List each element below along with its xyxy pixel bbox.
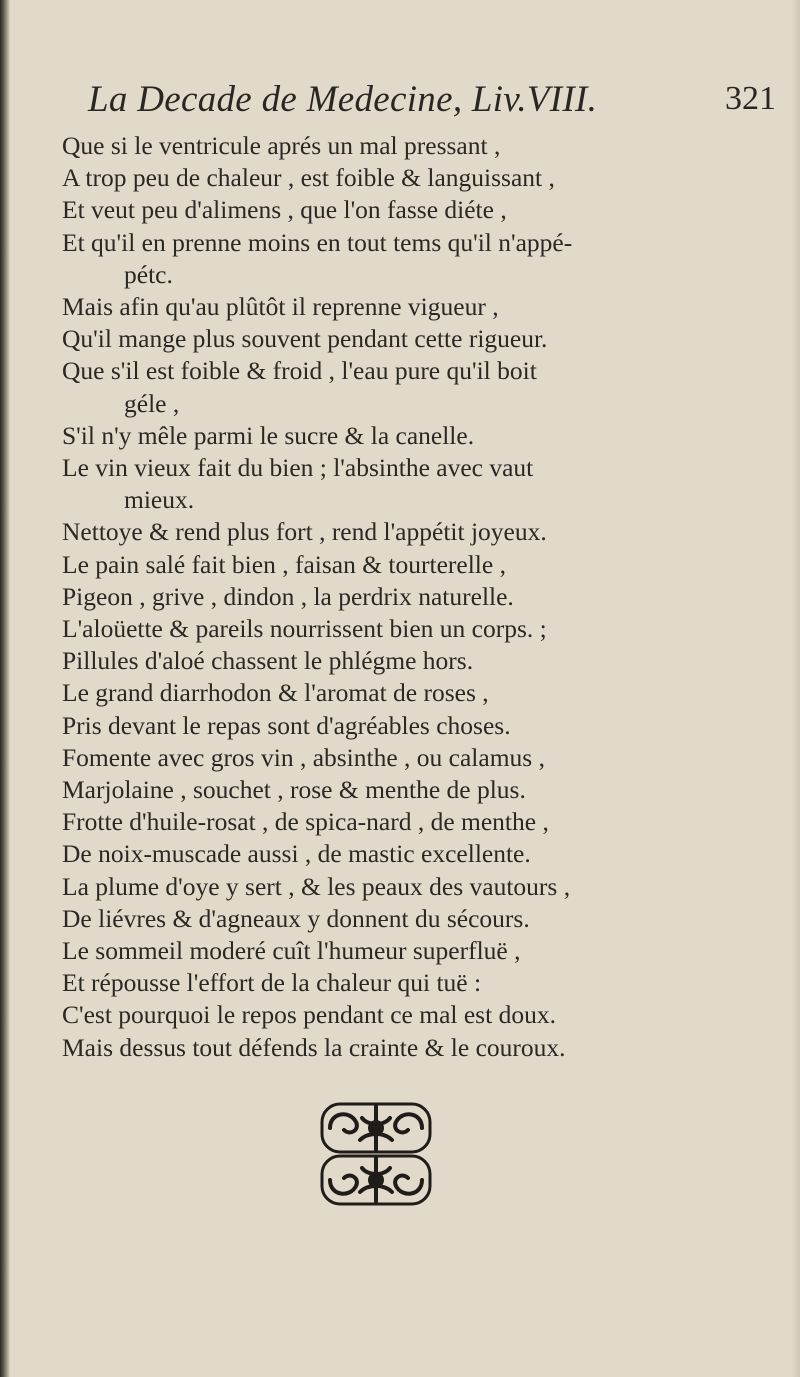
text-line: Le vin vieux fait du bien ; l'absinthe avec vaut: [62, 453, 534, 483]
text-line: C'est pourquoi le repos pendant ce mal est doux.: [62, 1000, 556, 1030]
text-line: Frotte d'huile-rosat , de spica-nard , de menthe ,: [62, 807, 549, 837]
page-header: [88, 72, 788, 128]
text-line: Et répousse l'effort de la chaleur qui tuë :: [62, 968, 482, 998]
text-line: S'il n'y mêle parmi le sucre & la canelle.: [62, 420, 475, 450]
text-line: De noix-muscade aussi , de mastic excellente.: [62, 839, 531, 869]
page-edge: [792, 0, 800, 1377]
text-line: L'aloüette & pareils nourrissent bien un corps. ;: [62, 614, 547, 644]
text-line: Mais afin qu'au plûtôt il reprenne vigueur ,: [62, 292, 499, 322]
text-line-continuation: mieux.: [124, 485, 195, 515]
floral-ornament-icon: [316, 1098, 436, 1210]
text-line-continuation: géle ,: [124, 388, 180, 418]
text-line: Pigeon , grive , dindon , la perdrix naturelle.: [62, 581, 514, 611]
text-line-continuation: pétc.: [124, 259, 173, 289]
text-line: Le sommeil moderé cuît l'humeur superfluë ,: [62, 936, 521, 966]
text-line: Que s'il est foible & froid , l'eau pure qu'il boit: [62, 356, 537, 386]
page-number: 321: [725, 80, 776, 117]
text-line: A trop peu de chaleur , est foible & languissant ,: [62, 163, 555, 193]
text-line: Le grand diarrhodon & l'aromat de roses ,: [62, 678, 489, 708]
poem-text: [62, 130, 762, 1064]
text-line: Pillules d'aloé chassent le phlégme hors.: [62, 646, 474, 676]
text-line: Et qu'il en prenne moins en tout tems qu'il n'appé-: [62, 227, 573, 257]
running-title: La Decade de Medecine, Liv.VIII.: [88, 79, 598, 120]
text-line: Nettoye & rend plus fort , rend l'appétit joyeux.: [62, 517, 547, 547]
text-line: Marjolaine , souchet , rose & menthe de plus.: [62, 775, 526, 805]
page-binding-shadow: [0, 0, 10, 1377]
text-line: Pris devant le repas sont d'agréables choses.: [62, 710, 511, 740]
text-line: Mais dessus tout défends la crainte & le couroux.: [62, 1032, 566, 1062]
text-line: Qu'il mange plus souvent pendant cette rigueur.: [62, 324, 548, 354]
text-line: Que si le ventricule aprés un mal pressant ,: [62, 131, 501, 160]
text-line: De liévres & d'agneaux y donnent du sécours.: [62, 903, 530, 933]
text-line: Le pain salé fait bien , faisan & tourterelle ,: [62, 549, 506, 579]
text-line: Et veut peu d'alimens , que l'on fasse diéte ,: [62, 195, 507, 225]
text-line: La plume d'oye y sert , & les peaux des vautours ,: [62, 871, 571, 901]
text-line: Fomente avec gros vin , absinthe , ou calamus ,: [62, 742, 545, 772]
